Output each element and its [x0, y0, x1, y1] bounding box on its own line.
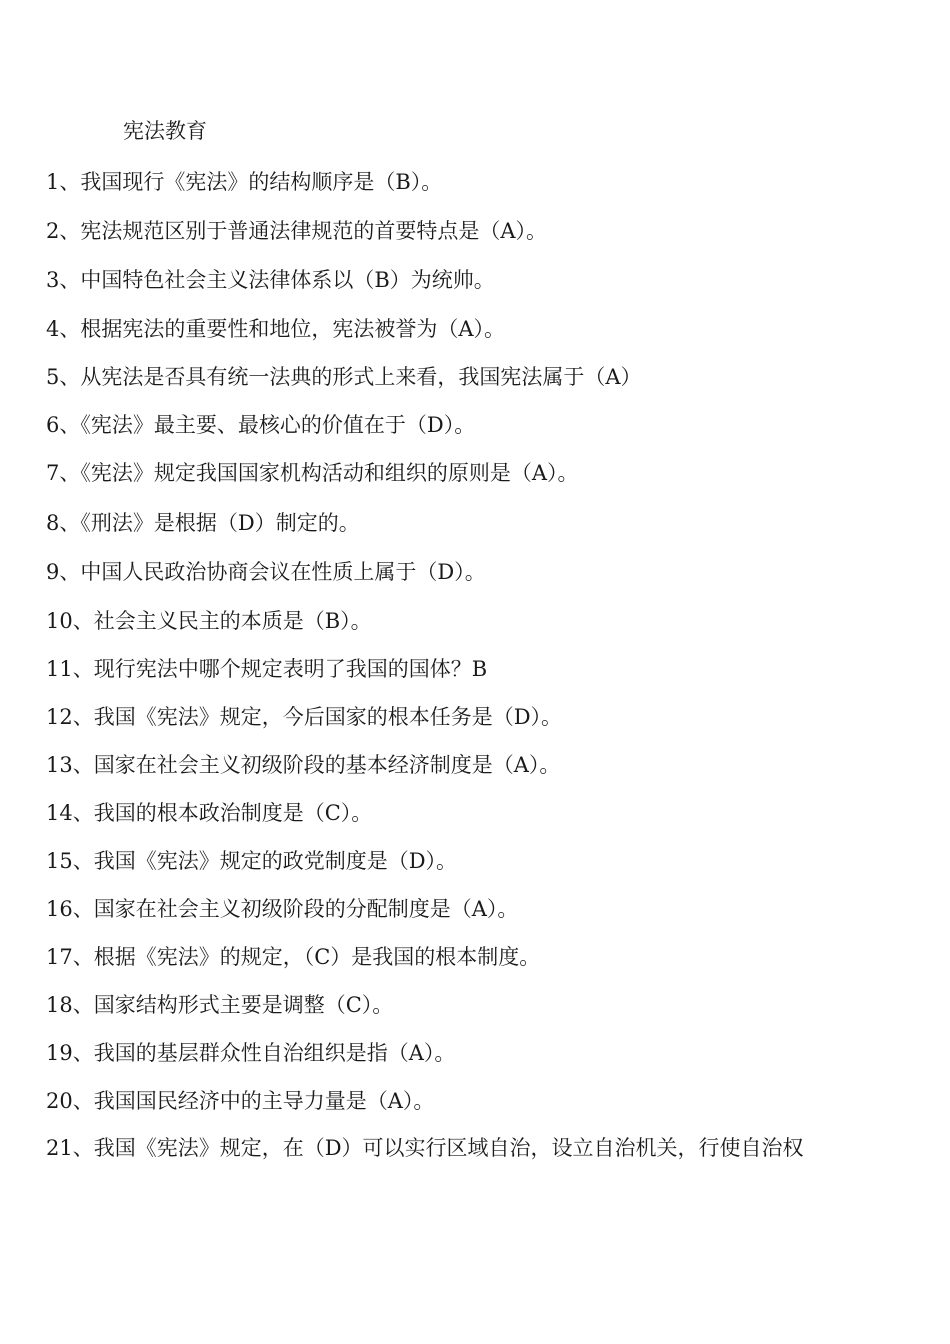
- question-4: 4、根据宪法的重要性和地位，宪法被誉为（A）。: [46, 317, 506, 341]
- question-14: 14、我国的根本政治制度是（C）。: [46, 801, 373, 825]
- question-10: 10、社会主义民主的本质是（B）。: [46, 609, 372, 633]
- question-18: 18、国家结构形式主要是调整（C）。: [46, 993, 394, 1017]
- question-3: 3、中国特色社会主义法律体系以（B）为统帅。: [46, 268, 495, 292]
- question-8: 8、《刑法》是根据（D）制定的。: [46, 511, 360, 535]
- question-list: [46, 0, 926, 1344]
- document-title: 宪法教育: [123, 119, 207, 143]
- question-19: 19、我国的基层群众性自治组织是指（A）。: [46, 1041, 456, 1065]
- question-9: 9、中国人民政治协商会议在性质上属于（D）。: [46, 560, 486, 584]
- question-13: 13、国家在社会主义初级阶段的基本经济制度是（A）。: [46, 753, 561, 777]
- question-1: 1、我国现行《宪法》的结构顺序是（B）。: [46, 170, 443, 194]
- question-21: 21、我国《宪法》规定，在（D）可以实行区域自治，设立自治机关，行使自治权: [46, 1136, 804, 1160]
- question-6: 6、《宪法》最主要、最核心的价值在于（D）。: [46, 413, 476, 437]
- question-2: 2、宪法规范区别于普通法律规范的首要特点是（A）。: [46, 219, 548, 243]
- question-11: 11、现行宪法中哪个规定表明了我国的国体？B: [46, 657, 488, 681]
- question-7: 7、《宪法》规定我国国家机构活动和组织的原则是（A）。: [46, 461, 579, 485]
- question-20: 20、我国国民经济中的主导力量是（A）。: [46, 1089, 435, 1113]
- question-12: 12、我国《宪法》规定，今后国家的根本任务是（D）。: [46, 705, 563, 729]
- question-5: 5、从宪法是否具有统一法典的形式上来看，我国宪法属于（A）: [46, 365, 642, 389]
- question-17: 17、根据《宪法》的规定，（C）是我国的根本制度。: [46, 945, 541, 969]
- question-15: 15、我国《宪法》规定的政党制度是（D）。: [46, 849, 458, 873]
- question-16: 16、国家在社会主义初级阶段的分配制度是（A）。: [46, 897, 519, 921]
